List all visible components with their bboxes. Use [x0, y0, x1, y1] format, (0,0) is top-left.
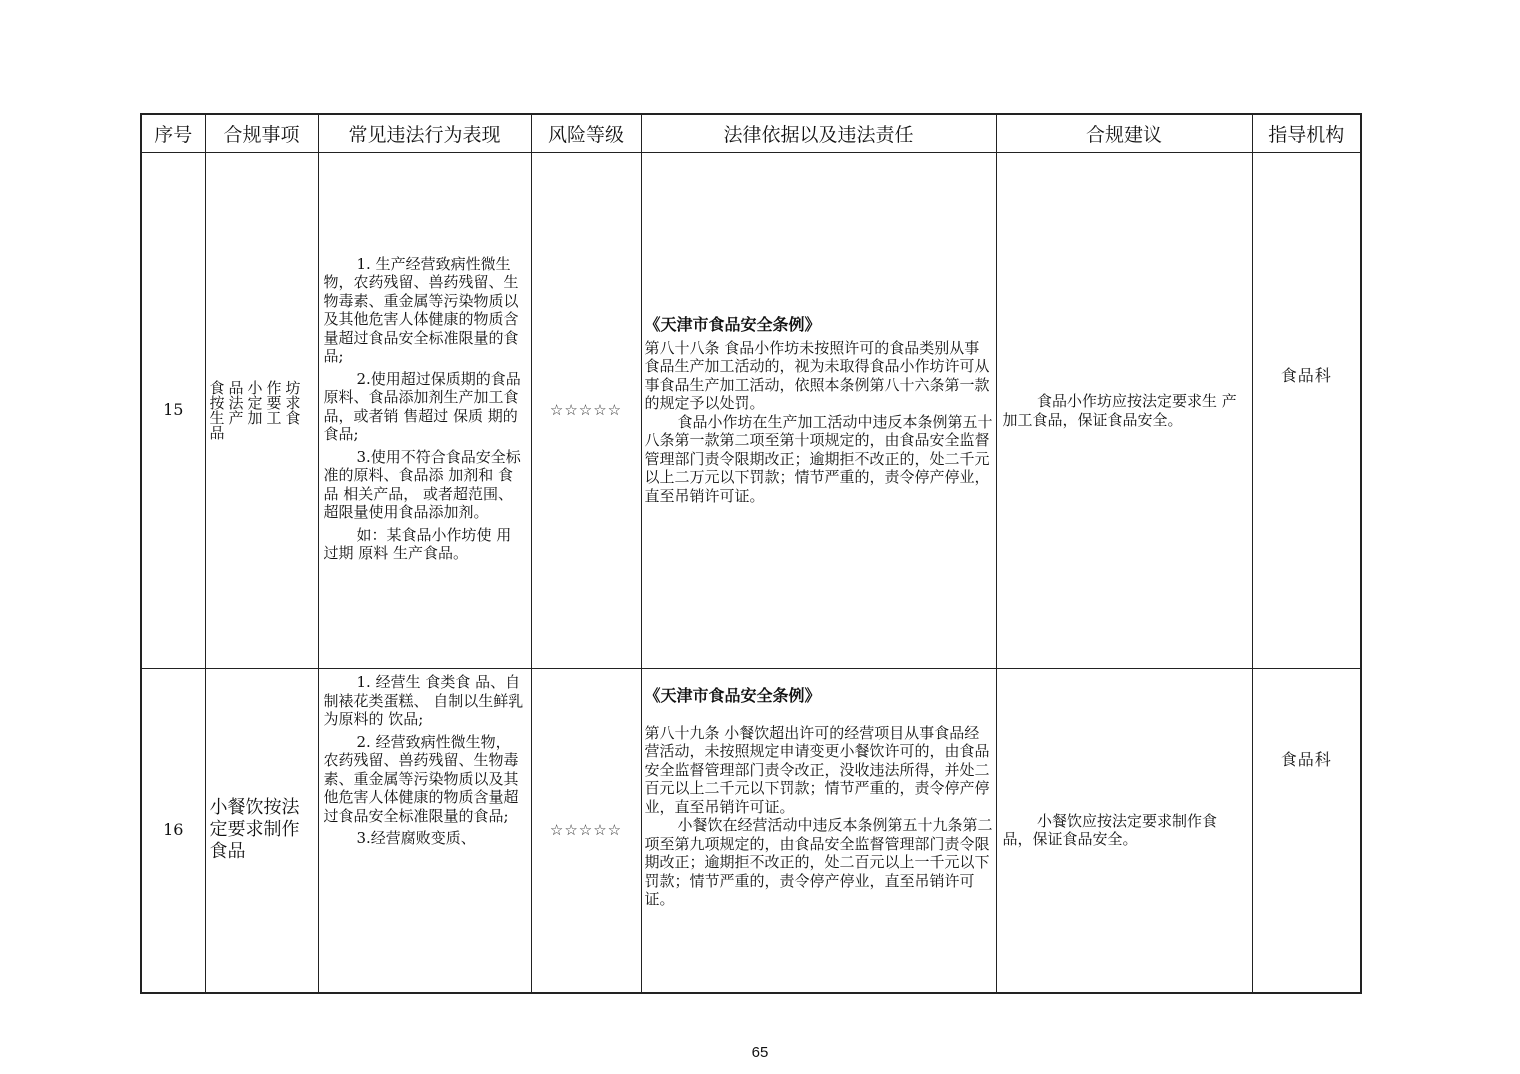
header-law: 法律依据以及违法责任 [641, 114, 996, 153]
table-row [141, 669, 1361, 993]
page-number: 65 [751, 1044, 769, 1061]
law-paragraph: 第八十八条 食品小作坊未按照许可的食品类别从事食品生产加工活动的，视为未取得食品小作坊许可从事食品生产加工活动，依照本条例第八十六条第一款的规定予以处罚。 [644, 338, 990, 412]
law-title: 《天津市食品安全条例》 [644, 315, 821, 334]
law-paragraph: 小餐饮在经营活动中违反本条例第五十九条第二项至第九项规定的，由食品安全监督管理部门责令限期改正；逾期拒不改正的，处二百元以上一千元以下罚款；情节严重的，责令停产停业，直至吊销许可证。 [644, 816, 993, 908]
behavior-text: 3.使用不符合食品安全标准的原料、食品添 加剂和 食品 相关产品， 或者超范围、超限量使用食品添加剂。 [323, 447, 521, 521]
violation-behaviors [318, 669, 531, 993]
legal-basis [641, 153, 996, 669]
law-paragraph: 第八十九条 小餐饮超出许可的经营项目从事食品经营活动，未按照规定申请变更小餐饮许可的，由食品安全监督管理部门责令改正，没收违法所得，并处二百元以上二千元以下罚款；情节严重的，责令停产停业，直至吊销许可证。 [644, 723, 990, 816]
legal-basis [641, 669, 996, 993]
compliance-item: 小餐饮按法定要求制作食品 [205, 669, 318, 993]
header-risk: 风险等级 [531, 114, 641, 153]
risk-level-stars: ☆☆☆☆☆ [531, 153, 641, 669]
behavior-text: 如：某食品小作坊使 用过期 原料 生产食品。 [323, 525, 512, 562]
header-org: 指导机构 [1252, 114, 1361, 153]
guiding-agency: 食品科 [1252, 669, 1361, 993]
risk-level-stars: ☆☆☆☆☆ [531, 669, 641, 993]
compliance-table [140, 113, 1362, 994]
advice-text: 小餐饮应按法定要求制作食 品，保证食品安全。 [1002, 811, 1218, 849]
table-row [141, 153, 1361, 669]
header-behaviors: 常见违法行为表现 [318, 114, 531, 153]
behavior-text: 2.使用超过保质期的食品原料、食品添加剂生产加工食品，或者销 售超过 保质 期的食品; [323, 369, 521, 443]
advice-text: 食品小作坊应按法定要求生 产加工食品，保证食品安全。 [1002, 392, 1237, 429]
compliance-item: 食品小作坊按法定要求生产加工食品 [205, 153, 318, 669]
violation-behaviors [318, 153, 531, 669]
row-number: 15 [141, 153, 205, 669]
behavior-text: 1. 经营生 食类食 品、自制裱花类蛋糕、 自制以生鲜乳为原料的 饮品; [323, 673, 524, 728]
guiding-agency: 食品科 [1252, 153, 1361, 669]
law-title: 《天津市食品安全条例》 [644, 686, 821, 705]
behavior-text: 2. 经营致病性微生物， 农药残留、兽药残留、生物毒素、重金属等污染物质以及其他危害人体健康的物质含量超过食品安全标准限量的食品; [323, 732, 519, 825]
header-item: 合规事项 [205, 114, 318, 153]
behavior-text: 3.经营腐败变质、 [356, 829, 476, 847]
behavior-text: 1. 生产经营致病性微生物，农药残留、兽药残留、生物毒素、重金属等污染物质以及其他危害人体健康的物质含量超过食品安全标准限量的食品; [323, 254, 519, 365]
header-advice: 合规建议 [996, 114, 1252, 153]
header-no: 序号 [141, 114, 205, 153]
table-header-row [141, 114, 1361, 153]
law-paragraph: 食品小作坊在生产加工活动中违反本条例第五十八条第一款第二项至第十项规定的，由食品安全监督管理部门责令限期改正；逾期拒不改正的，处二千元以上二万元以下罚款；情节严重的，责令停产停业，直至吊销许可证。 [644, 412, 993, 505]
compliance-advice [996, 153, 1252, 669]
row-number: 16 [141, 669, 205, 993]
compliance-advice [996, 669, 1252, 993]
